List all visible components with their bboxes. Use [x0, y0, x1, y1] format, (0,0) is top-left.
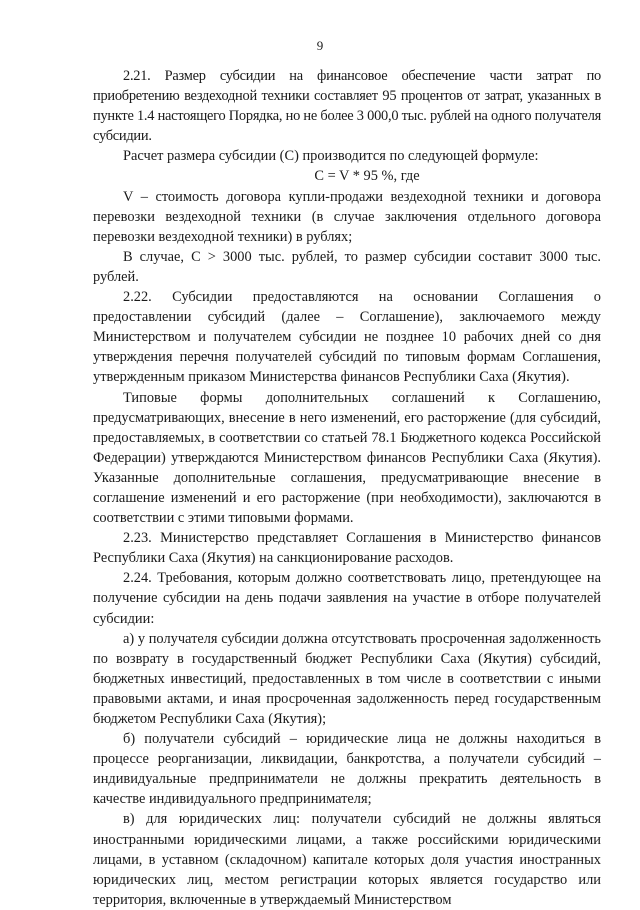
paragraph-2-23: 2.23. Министерство представляет Соглашения в Министерство финансов Республики Саха (Якутия) на санкционирование расходов. [93, 530, 601, 567]
additional-agreements-paragraph: Типовые формы дополнительных соглашений к Соглашению, предусматривающих, внесение в него изменений, его расторжение (для субсидий, предоставляемых, в соответствии со статьей 78.1 Бюджетного кодекса Российской Федерации) утверждаются Министерством финансов Республики Саха (Якутия). Указанные дополнительные соглашения, предусматривающие внесение в соглашение изменений и его расторжение (при необходимости), заключаются в соответствии с этими типовыми формами. [93, 389, 601, 527]
formula-intro: Расчет размера субсидии (С) производится по следующей формуле: [123, 148, 539, 165]
requirement-b: б) получатели субсидий – юридические лица не должны находиться в процессе реорганизации, ликвидации, банкротства, а получатели субсидий – индивидуальные предприниматели не должны прекратить деятельность в качестве индивидуального предпринимателя; [93, 731, 601, 808]
subsidy-cap-note: В случае, С > 3000 тыс. рублей, то размер субсидии составит 3000 тыс. рублей. [93, 248, 601, 285]
page-number: 9 [316, 38, 324, 53]
formula-definition: V – стоимость договора купли-продажи вездеходной техники и договора перевозки вездеходной техники (в случае заключения отдельного договора перевозки вездеходной техники) в рублях; [93, 188, 601, 245]
paragraph-2-24: 2.24. Требования, которым должно соответствовать лицо, претендующее на получение субсидии на день подачи заявления на участие в отборе получателей субсидии: [93, 570, 601, 627]
requirement-a: а) у получателя субсидии должна отсутствовать просроченная задолженность по возврату в государственный бюджет Республики Саха (Якутия) субсидий, бюджетных инвестиций, предоставленных в том числе в соответствии с иными правовыми актами, и иная просроченная задолженность перед государственным бюджетом Республики Саха (Якутия); [93, 630, 601, 727]
requirement-c: в) для юридических лиц: получатели субсидий не должны являться иностранными юридическими лицами, а также российскими юридическими лицами, в уставном (складочном) капитале которых доля участия иностранных юридических лиц, местом регистрации которых является государство или территория, включенные в утверждаемый Министерством [93, 811, 601, 908]
paragraph-2-21: 2.21. Размер субсидии на финансовое обеспечение части затрат по приобретению вездеходной техники составляет 95 процентов от затрат, указанных в пункте 1.4 настоящего Порядка, но не более 3 000,0 тыс. рублей на одного получателя субсидии. [93, 68, 601, 145]
formula: C = V * 95 %, где [314, 168, 420, 185]
document-body [93, 66, 601, 910]
paragraph-2-22: 2.22. Субсидии предоставляются на основании Соглашения о предоставлении субсидий (далее – Соглашение), заключаемого между Министерством и получателем субсидии не позднее 10 рабочих дней со дня утверждения перечня получателей субсидий по типовым формам Соглашения, утвержденным приказом Министерства финансов Республики Саха (Якутия). [93, 289, 601, 386]
